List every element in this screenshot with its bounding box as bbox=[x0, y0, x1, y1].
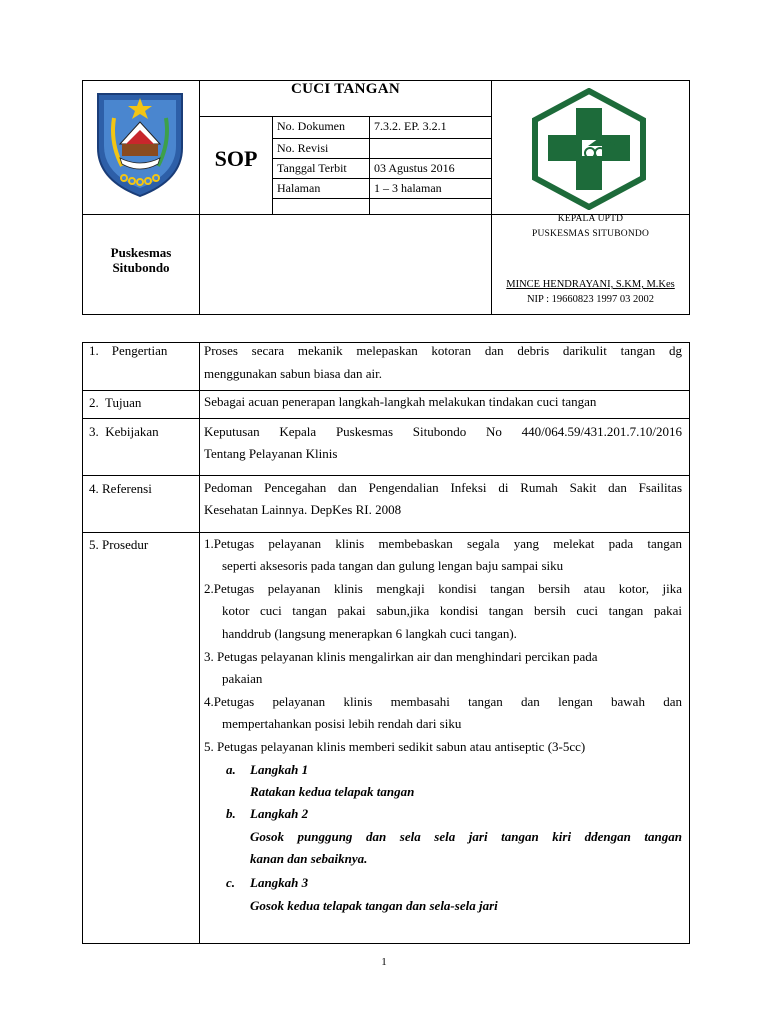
organization-name bbox=[83, 245, 199, 275]
prosedur-line-1: 1.Petugas pelayanan klinis membebaskan segala yang melekat pada tangan bbox=[204, 536, 682, 551]
kebijakan-line-2: Tentang Pelayanan Klinis bbox=[204, 446, 338, 461]
signatory-name: MINCE HENDRAYANI, S.KM, M.Kes bbox=[506, 279, 675, 290]
label-pengertian: 1. Pengertian bbox=[89, 343, 168, 358]
prosedur-line-8: 4.Petugas pelayanan klinis membasahi tangan dan lengan bawah dan bbox=[204, 694, 682, 709]
step-b-marker: b. bbox=[226, 806, 236, 821]
step-c-desc: Gosok kedua telapak tangan dan sela-sela jari bbox=[250, 898, 498, 913]
prosedur-line-6: 3. Petugas pelayanan klinis mengalirkan air dan menghindari percikan pada bbox=[204, 649, 598, 664]
tujuan-line-1: Sebagai acuan penerapan langkah-langkah melakukan tindakan cuci tangan bbox=[204, 394, 597, 409]
org-line-1: Puskesmas bbox=[110, 245, 172, 260]
signatory-office: PUSKESMAS SITUBONDO bbox=[531, 229, 650, 239]
label-referensi: 4. Referensi bbox=[89, 481, 152, 496]
page-number: 1 bbox=[381, 956, 387, 968]
signatory-title: KEPALA UPTD bbox=[557, 214, 624, 224]
page-label: Halaman bbox=[277, 181, 321, 195]
issue-date-label: Tanggal Terbit bbox=[277, 161, 347, 175]
pengertian-line-2: menggunakan sabun biasa dan air. bbox=[204, 366, 382, 381]
label-tujuan: 2. Tujuan bbox=[89, 395, 142, 410]
step-a-title: Langkah 1 bbox=[250, 762, 309, 777]
situbondo-emblem-icon bbox=[92, 88, 188, 200]
issue-date-value: 03 Agustus 2016 bbox=[374, 161, 455, 175]
page-value: 1 – 3 halaman bbox=[374, 181, 442, 195]
prosedur-line-10: 5. Petugas pelayanan klinis memberi sedikit sabun atau antiseptic (3-5cc) bbox=[204, 739, 586, 754]
step-b-desc-2: kanan dan sebaiknya. bbox=[250, 851, 368, 866]
referensi-line-1: Pedoman Pencegahan dan Pengendalian Infeksi di Rumah Sakit dan Fsailitas bbox=[204, 480, 682, 495]
step-c-title: Langkah 3 bbox=[250, 875, 309, 890]
org-line-2: Situbondo bbox=[112, 260, 170, 275]
step-b-title: Langkah 2 bbox=[250, 806, 309, 821]
step-a-desc: Ratakan kedua telapak tangan bbox=[250, 784, 415, 799]
prosedur-line-9: mempertahankan posisi lebih rendah dari siku bbox=[222, 716, 462, 731]
prosedur-line-2: seperti aksesoris pada tangan dan gulung lengan baju sampai siku bbox=[222, 558, 564, 573]
label-prosedur: 5. Prosedur bbox=[89, 537, 149, 552]
sop-label: SOP bbox=[214, 146, 258, 171]
step-b-desc-1: Gosok punggung dan sela sela jari tangan kiri ddengan tangan bbox=[250, 829, 682, 844]
step-c-marker: c. bbox=[226, 875, 236, 890]
prosedur-line-5: handdrub (langsung menerapkan 6 langkah cuci tangan). bbox=[222, 626, 517, 641]
document-title: CUCI TANGAN bbox=[290, 81, 400, 97]
prosedur-line-7: pakaian bbox=[222, 671, 263, 686]
prosedur-line-4: kotor cuci tangan pakai sabun,jika kondisi tangan bersih cuci tangan pakai bbox=[222, 603, 682, 618]
referensi-line-2: Kesehatan Lainnya. DepKes RI. 2008 bbox=[204, 502, 402, 517]
prosedur-line-3: 2.Petugas pelayanan klinis mengkaji kondisi tangan bersih atau kotor, jika bbox=[204, 581, 682, 596]
doc-number-label: No. Dokumen bbox=[277, 119, 345, 133]
step-a-marker: a. bbox=[226, 762, 236, 777]
signatory-nip: NIP : 19660823 1997 03 2002 bbox=[526, 294, 655, 305]
revision-label: No. Revisi bbox=[277, 141, 329, 155]
doc-number-value: 7.3.2. EP. 3.2.1 bbox=[374, 119, 447, 133]
label-kebijakan: 3. Kebijakan bbox=[89, 424, 159, 439]
pengertian-line-1: Proses secara mekanik melepaskan kotoran dan debris darikulit tangan dg bbox=[204, 343, 682, 358]
puskesmas-logo-icon bbox=[530, 88, 648, 210]
kebijakan-line-1: Keputusan Kepala Puskesmas Situbondo No 440/064.59/431.201.7.10/2016 bbox=[204, 424, 682, 439]
